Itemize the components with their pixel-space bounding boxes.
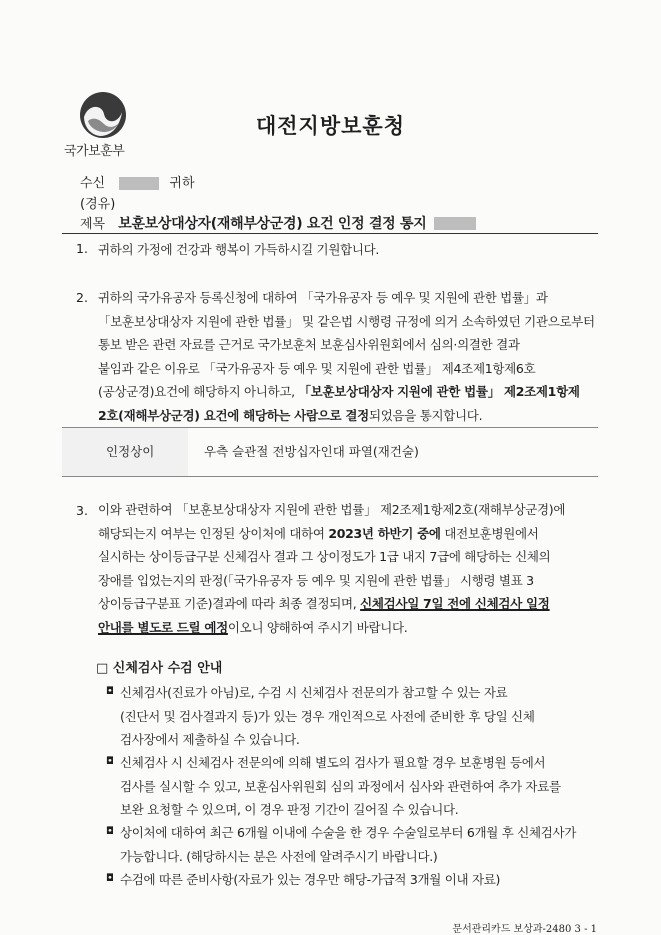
item3-line [98, 616, 598, 640]
item1-number: 1. [76, 241, 88, 256]
item2-line [98, 404, 598, 428]
item2-line: 「보훈보상대상자 지원에 관한 법률」 및 같은법 시행령 규정에 의거 소속하였던 기관으로부터 [98, 313, 595, 329]
subject-text: 보훈보상대상자(재해부상군경) 요건 인정 결정 통지 [118, 216, 427, 232]
item3-bold-run: 2023년 하반기 중에 [328, 525, 441, 541]
item2-paragraph [98, 286, 598, 427]
injury-label: 인정상이 [106, 444, 155, 459]
bullet-icon: ◘ [106, 873, 114, 884]
item3-paragraph [98, 498, 598, 639]
guide-bullet-1 [120, 681, 600, 752]
item3-line: 장애를 입었는지의 판정(「국가유공자 등 예우 및 지원에 관한 법률」 시행령 별표 3 [98, 572, 534, 588]
item3-number: 3. [76, 503, 88, 518]
item3-line: 이와 관련하여 「보훈보상대상자 지원에 관한 법률」 제2조제1항제2호(재해부상군경)에 [98, 502, 566, 517]
item3-line [98, 522, 598, 546]
subject-line [80, 213, 476, 233]
item2-text-run: 되었음을 통지합니다. [368, 407, 483, 423]
redacted-subject [434, 217, 476, 230]
subject-rule [62, 233, 598, 234]
guide-bullet-3 [120, 821, 600, 868]
item3-text-run: 해당되는지 여부는 인정된 상이처에 대하여 [98, 525, 329, 541]
redacted-name [119, 177, 159, 190]
guide-line: 신체검사 시 신체검사 전문의에 의해 별도의 검사가 필요할 경우 보훈병원 등에서 [120, 755, 546, 770]
guide-line: 가능합니다. (해당하시는 분은 사전에 알려주시기 바랍니다.) [120, 848, 438, 864]
item2-number: 2. [76, 290, 88, 305]
guide-line: (진단서 및 검사결과지 등)가 있는 경우 개인적으로 사전에 준비한 후 당일 신체 [120, 708, 535, 724]
item3-line [98, 592, 598, 616]
injury-value: 우측 슬관절 전방십자인대 파열(재건술) [204, 444, 419, 459]
item2-line: 귀하의 국가유공자 등록신청에 대하여 「국가유공자 등 예우 및 지원에 관한 법률」과 [98, 290, 548, 305]
footer-doc-id: 문서관리카드 보상과-2480 3 - 1 [452, 924, 597, 935]
item2-line: 통보 받은 관련 자료를 근거로 국가보훈처 보훈심사위원회에서 심의·의결한 결과 [98, 337, 520, 352]
subject-label: 제목 [80, 217, 106, 232]
guide-line: 수검에 따른 준비사항(자료가 있는 경우만 해당-가급적 3개월 이내 자료) [120, 872, 501, 887]
guide-bullet-4 [120, 868, 600, 892]
recipient-honorific: 귀하 [169, 176, 195, 191]
item2-text-run: (공상군경)요건에 해당하지 아니하고, [98, 384, 299, 399]
guide-line: 신체검사(진료가 아님)로, 수검 시 신체검사 전문의가 참고할 수 있는 자료 [120, 685, 508, 700]
agency-title: 대전지방보훈청 [255, 114, 405, 138]
bullet-icon: ◘ [106, 826, 114, 837]
item3-text-run: 이오니 양해하여 주시기 바랍니다. [227, 619, 408, 635]
guide-line: 상이처에 대하여 최근 6개월 이내에 수술을 한 경우 수술일로부터 6개월 후 신체검사가 [120, 825, 577, 840]
recipient-line [80, 172, 195, 191]
guide-title: □ 신체검사 수검 안내 [96, 661, 223, 676]
ministry-name: 국가보훈부 [64, 144, 125, 159]
recipient-label: 수신 [80, 176, 106, 191]
item3-line: 실시하는 상이등급구분 신체검사 결과 그 상이정도가 1급 내지 7급에 해당하는 신체의 [98, 549, 551, 564]
item2-bold-run: 「보훈보상대상자 지원에 관한 법률」 제2조제1항제 [298, 384, 580, 399]
item3-text-run: 대전보훈병원에서 [440, 525, 539, 541]
guide-line: 검사를 실시할 수 있고, 보훈심사위원회 심의 과정에서 심사와 관련하여 추가 자료를 [120, 778, 561, 794]
injury-label-cell [62, 427, 188, 477]
item2-bold-run: 2호(재해부상군경) 요건에 해당하는 사람으로 결정 [98, 407, 369, 423]
item3-text-run: 상이등급구분표 기준)결과에 따라 최종 결정되며, [98, 596, 361, 611]
injury-value-cell [188, 427, 598, 477]
item1-text: 귀하의 가정에 건강과 행복이 가득하시길 기원합니다. [98, 242, 380, 257]
bullet-icon: ◘ [106, 756, 114, 767]
item2-line: 붙임과 같은 이유로 「국가유공자 등 예우 및 지원에 관한 법률」 제4조제1항제6호 [98, 360, 536, 376]
guide-line: 보완 요청할 수 있으며, 이 경우 판정 기간이 길어질 수 있습니다. [120, 802, 459, 817]
item2-line [98, 380, 598, 404]
via-line: (경유) [80, 197, 116, 212]
bullet-icon: ◘ [106, 686, 114, 697]
guide-line: 검사장에서 제출하실 수 있습니다. [120, 732, 300, 747]
item3-underlined-run: 안내를 별도로 드릴 예정 [98, 619, 228, 635]
item3-underlined-run: 신체검사일 7일 전에 신체검사 일정 [360, 596, 550, 611]
guide-bullet-2 [120, 751, 600, 822]
